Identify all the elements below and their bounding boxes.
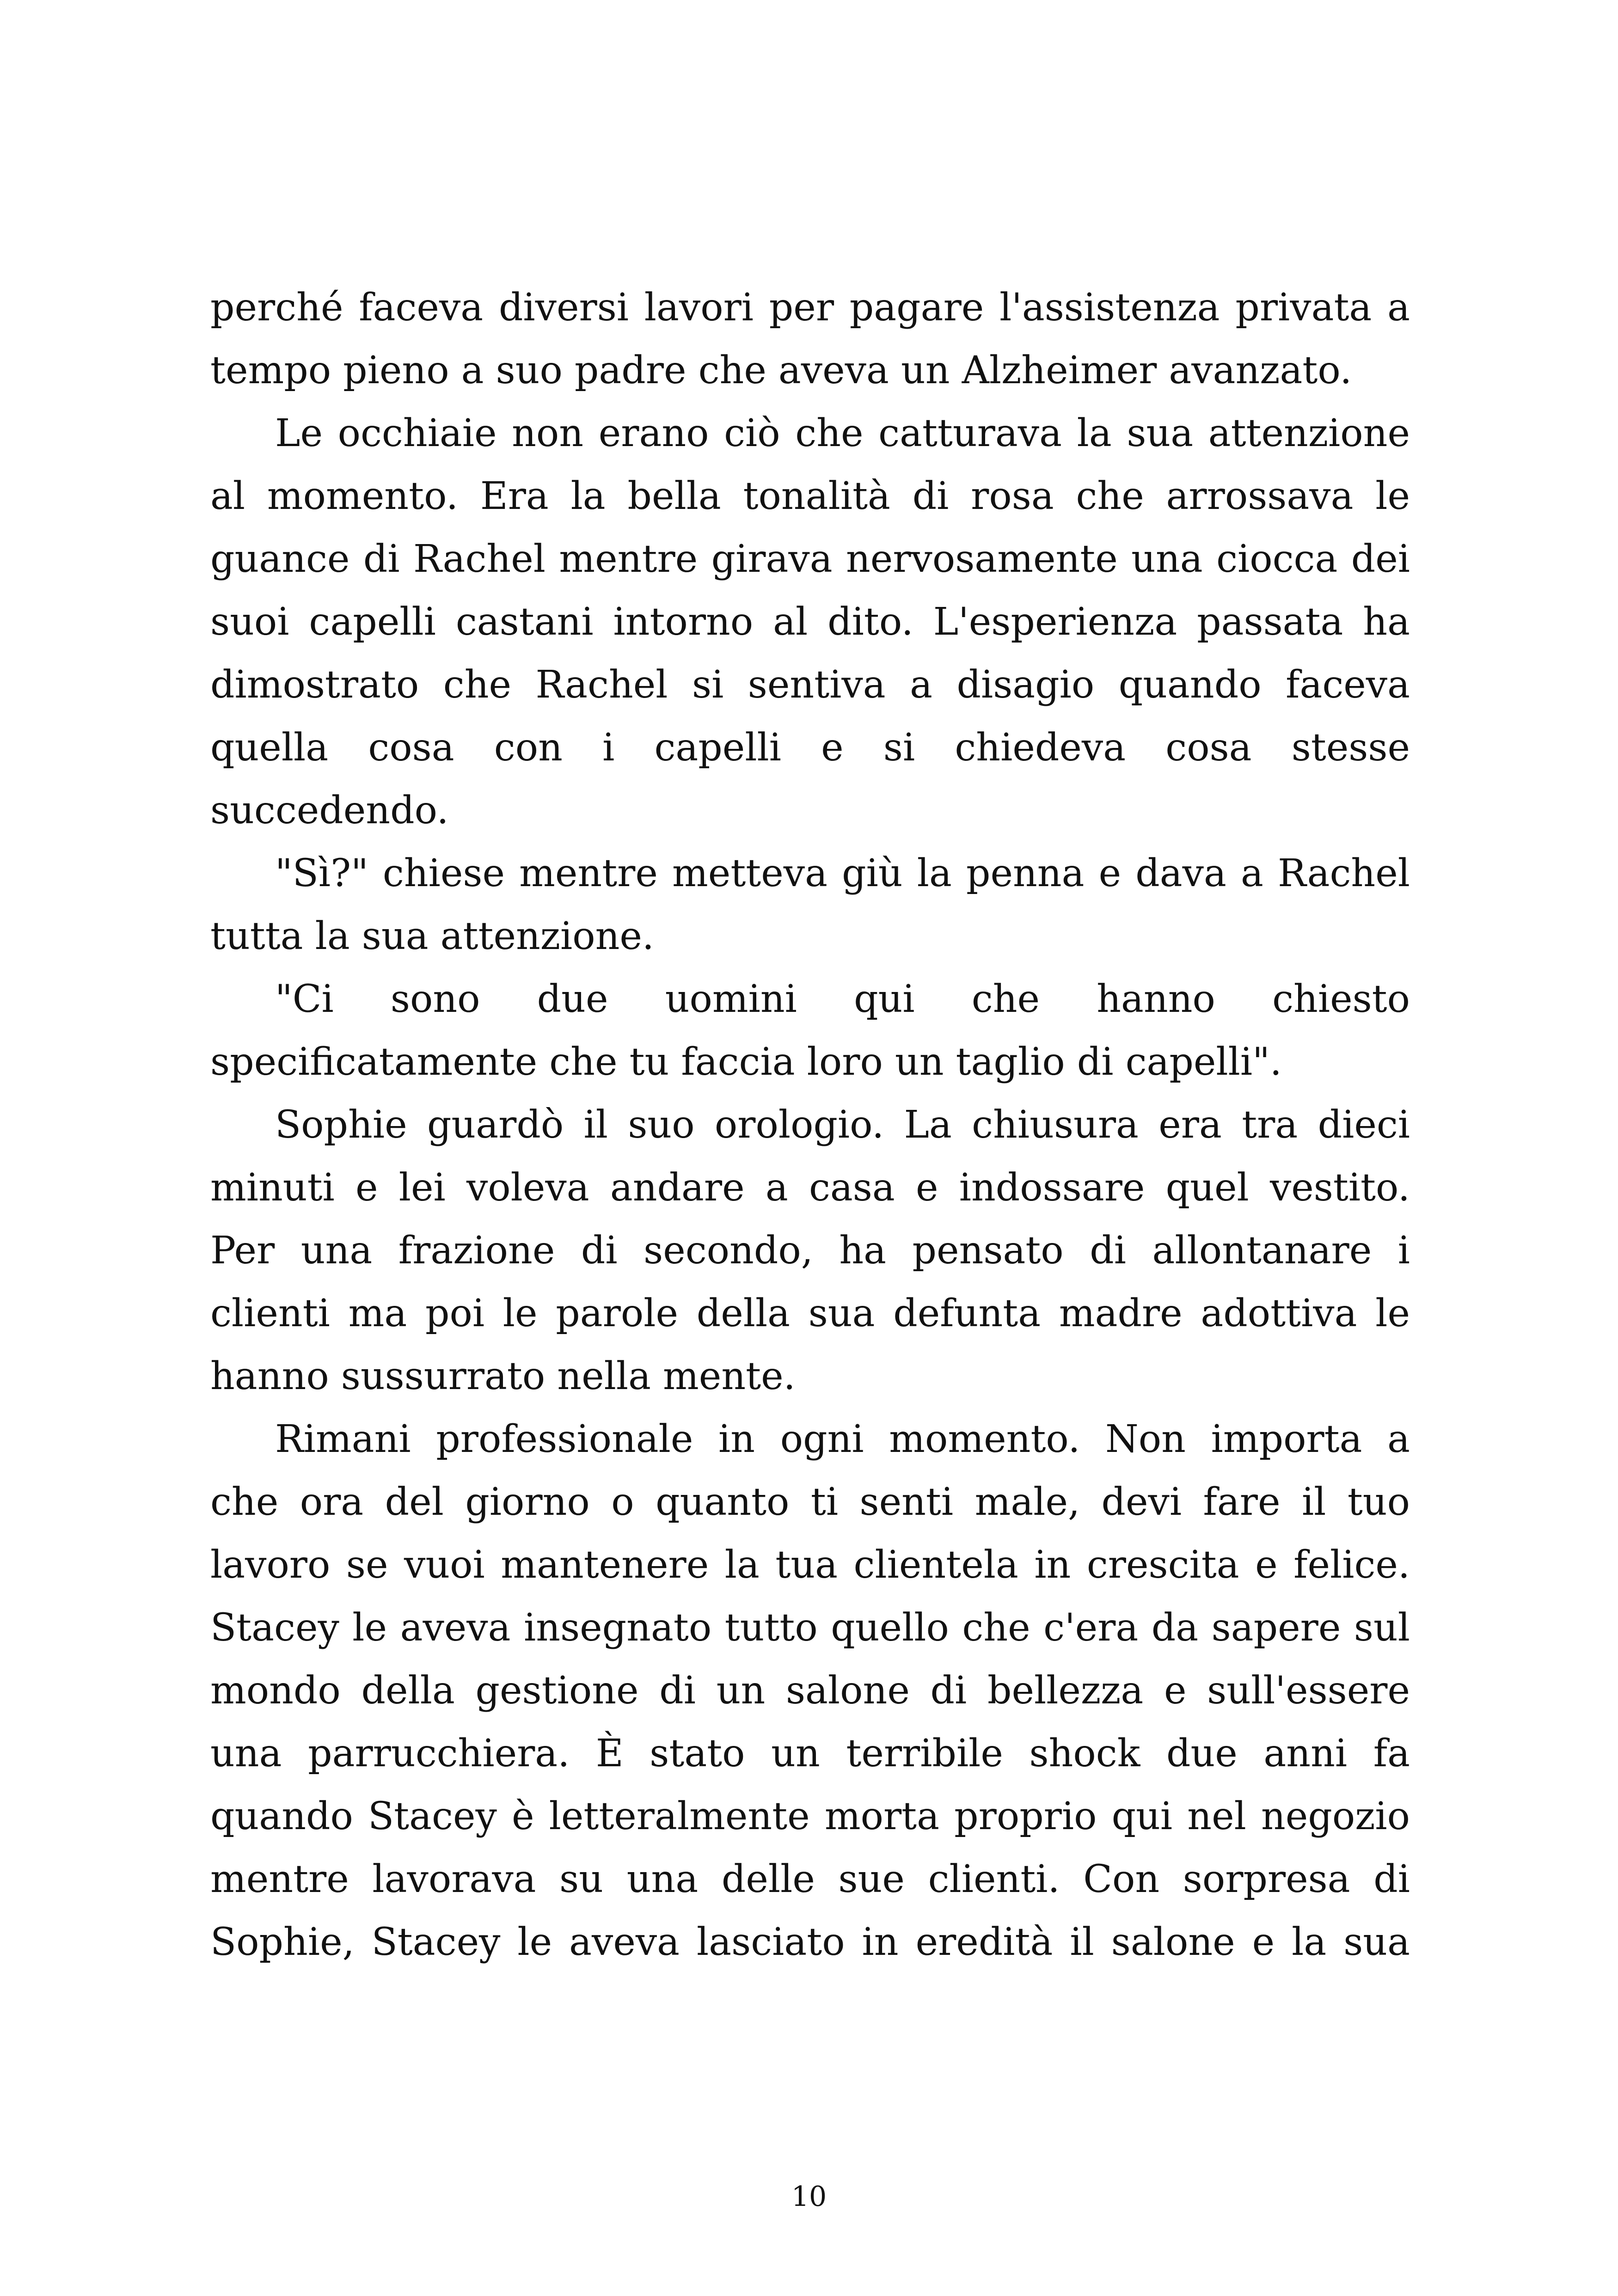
text-line: tutta la sua attenzione.	[210, 914, 654, 958]
text-line: clienti ma poi le parole della sua defunta madre adottiva le	[210, 1292, 1410, 1335]
text-line: "Sì?" chiese mentre metteva giù la penna e dava a Rachel	[275, 851, 1410, 895]
text-line: minuti e lei voleva andare a casa e indossare quel vestito.	[210, 1166, 1410, 1210]
text-line: una parrucchiera. È stato un terribile shock due anni fa	[210, 1732, 1410, 1776]
text-line: mondo della gestione di un salone di bellezza e sull'essere	[210, 1669, 1410, 1713]
text-line: tempo pieno a suo padre che aveva un Alzheimer avanzato.	[210, 349, 1352, 392]
text-line: che ora del giorno o quanto ti senti male, devi fare il tuo	[210, 1480, 1410, 1524]
text-line: Per una frazione di secondo, ha pensato di allontanare i	[210, 1229, 1410, 1273]
text-line: quando Stacey è letteralmente morta proprio qui nel negozio	[210, 1794, 1410, 1838]
text-line: "Ci sono due uomini qui che hanno chiesto	[275, 977, 1410, 1021]
text-line: Sophie guardò il suo orologio. La chiusura era tra dieci	[275, 1103, 1410, 1147]
page-number: 10	[791, 2180, 827, 2213]
text-line: Le occhiaie non erano ciò che catturava la sua attenzione	[275, 411, 1410, 455]
text-line: guance di Rachel mentre girava nervosamente una ciocca dei	[210, 537, 1410, 581]
text-line: perché faceva diversi lavori per pagare l'assistenza privata a	[210, 286, 1410, 330]
text-line: suoi capelli castani intorno al dito. L'esperienza passata ha	[210, 600, 1410, 644]
text-line: succedendo.	[210, 789, 449, 833]
text-line: al momento. Era la bella tonalità di rosa che arrossava le	[210, 474, 1410, 518]
text-line: specificatamente che tu faccia loro un taglio di capelli".	[210, 1040, 1282, 1084]
text-line: lavoro se vuoi mantenere la tua clientela in crescita e felice.	[210, 1543, 1410, 1587]
text-line: Rimani professionale in ogni momento. Non importa a	[275, 1417, 1410, 1461]
text-line: Stacey le aveva insegnato tutto quello che c'era da sapere sul	[210, 1606, 1410, 1650]
text-line: dimostrato che Rachel si sentiva a disagio quando faceva	[210, 663, 1410, 707]
text-line: Sophie, Stacey le aveva lasciato in eredità il salone e la sua	[210, 1920, 1410, 1964]
body-text	[210, 276, 1410, 1974]
text-line: hanno sussurrato nella mente.	[210, 1354, 796, 1398]
text-line: quella cosa con i capelli e si chiedeva cosa stesse	[210, 726, 1410, 770]
text-line: mentre lavorava su una delle sue clienti. Con sorpresa di	[210, 1857, 1410, 1901]
